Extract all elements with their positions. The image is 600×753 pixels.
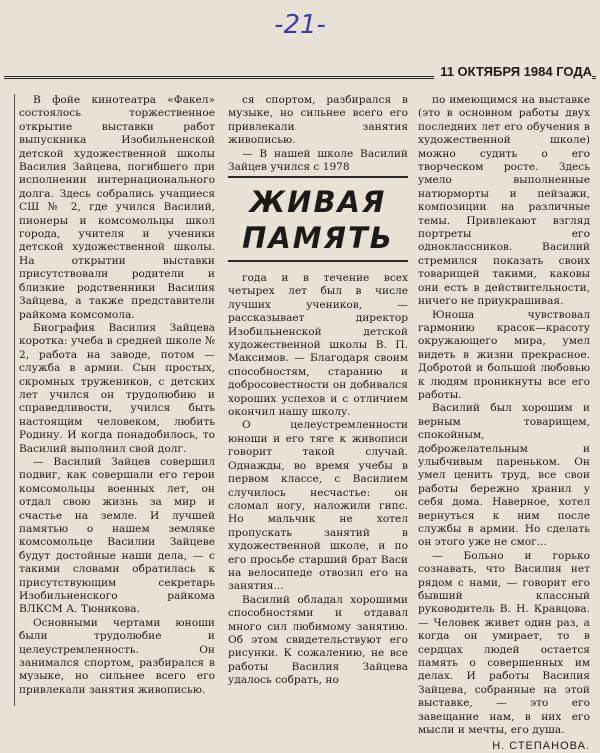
column-3	[418, 94, 590, 752]
column-2-bottom	[228, 272, 408, 688]
paragraph: О целеустремленности юноши и его тяге к живописи говорит такой случай. Однажды, во время учебы в первом классе, с Василием случилось несчастье: он сломал ногу, наложили гипс. Но мальчик не хотел пропускать занятий в художественной школе, и по его просьбе старший брат Васи на велосипеде отвозил его на занятия...	[228, 419, 408, 593]
column-2	[228, 94, 408, 706]
author-signature: Н. СТЕПАНОВА.	[492, 739, 590, 752]
headline-line-1: ЖИВАЯ	[249, 185, 387, 219]
paragraph: Юноша чувствовал гармонию красок—красоту окружающего мира, умел видеть в жизни прекрасное. Добротой и большой любовью к людям проникнуты все его работы.	[418, 308, 590, 401]
paragraph: Биография Василия Зайцева коротка: учеба в средней школе № 2, работа на заводе, потом — служба в армии. Сын простых, скромных тружеников, с детских лет учился он трудолюбию и справедливости, учился быть настоящим человеком, любить Родину. И когда понадобилось, то Василий выполнил свой долг.	[19, 321, 215, 455]
paragraph: года и в течение всех четырех лет был в числе лучших учеников, — рассказывает директор Изобильненской детской художественной школы В. П. Максимов. — Благодаря своим способностям, старанию и добросовестности он добивался хороших успехов и с отличием окончил нашу школу.	[228, 272, 408, 419]
page-number: -21-	[274, 10, 326, 40]
paragraph: Василий обладал хорошими способностями и отдавал много сил любимому занятию. Об этом свидетельствуют его рисунки. К сожалению, не все работы Василия Зайцева удалось собрать, но	[228, 593, 408, 687]
paragraph: по имеющимся на выставке (это в основном работы двух последних лет его обучения в художественной школе) можно судить о его творческом росте. Здесь умело выполненные натюрморты и пейзажи, композиции на различные темы. Привлекают взгляд портреты его одноклассников. Василий стремился показать своих товарищей такими, каковы они есть в действительности, ничего не приукрашивая.	[418, 94, 590, 308]
paragraph: ся спортом, разбирался в музыке, но сильнее всего его привлекали занятия живописью.	[228, 94, 408, 147]
headline-line-2: ПАМЯТЬ	[242, 221, 394, 255]
paragraph: Основными чертами юноши были трудолюбие и целеустремленность. Он занимался спортом, разбирался в музыке, но сильнее всего его привлекали занятия живописью.	[19, 616, 215, 696]
issue-date: 11 ОКТЯБРЯ 1984 ГОДА	[434, 64, 592, 79]
column-2-top	[228, 94, 408, 174]
column-1	[14, 94, 215, 706]
paragraph: В фойе кинотеатра «Факел» состоялось торжественное открытие выставки работ выпускника Изобильненской детской художественной школы Василия Зайцева, погибшего при исполнении интернационального долга. Здесь собрались учащиеся СШ № 2, где учился Василий, пионеры и комсомольцы школ города, учителя и ученики детской художественной школы. На открытии выставки присутствовали родители и близкие родственники Василия Зайцева, а также представители райкома комсомола.	[19, 94, 215, 321]
article-headline	[228, 176, 408, 262]
paragraph: — В нашей школе Василий Зайцев учился с 1978	[228, 147, 408, 174]
paragraph: — Больно и горько сознавать, что Василия нет рядом с нами, — говорит его бывший классный руководитель В. Н. Кравцова. — Человек живет один раз, а когда он умирает, то в сердцах людей остается память о совершенных им делах. И работы Василия Зайцева, собранные на этой выставке, — это его завещание нам, в них его мысли и мечты, его душа.	[418, 549, 590, 737]
paragraph: — Василий Зайцев совершил подвиг, как совершали его герои комсомольцы военных лет, он отдал свою жизнь за мир и счастье на земле. И лучшей памятью о нашем земляке комсомольце Василии Зайцеве будут достойные наши дела, — с такими словами обратилась к присутствующим секретарь Изобильненского райкома ВЛКСМ А. Тюникова.	[19, 455, 215, 616]
paragraph: Василий был хорошим и верным товарищем, спокойным, доброжелательным и улыбчивым пареньком. Он умел ценить труд, все свои работы бережно хранил у себя дома. Наверное, хотел вернуться к ним после службы в армии. Но сделать он этого уже не смог...	[418, 402, 590, 549]
